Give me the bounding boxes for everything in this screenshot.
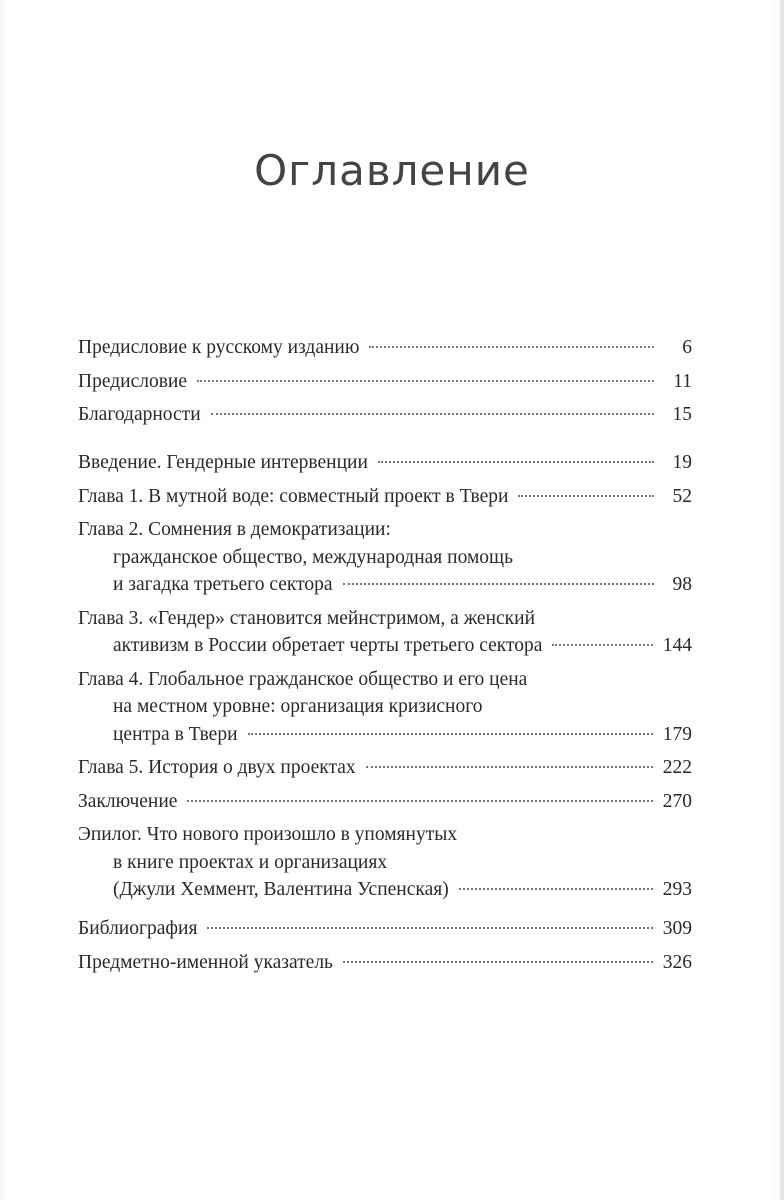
toc-entry [78, 666, 692, 749]
toc-entry-continuation [78, 721, 692, 749]
dot-leader [211, 413, 654, 415]
toc-page-number: 326 [662, 951, 692, 973]
toc-page-number: 179 [662, 723, 692, 745]
toc-entry [78, 368, 692, 396]
toc-entry-line [78, 915, 692, 943]
toc-page-number: 6 [682, 337, 692, 358]
toc-entry-text: Введение. Гендерные интервенции [78, 452, 368, 473]
dot-leader [366, 766, 653, 768]
toc-page-number: 52 [672, 485, 692, 507]
dot-leader [197, 380, 654, 382]
dot-leader [343, 583, 654, 585]
toc-entry-text: Предметно-именной указатель [78, 951, 333, 973]
toc-entry-continuation [78, 632, 692, 660]
toc-page-number: 144 [662, 635, 692, 656]
dot-leader [248, 733, 653, 735]
toc-entry [78, 821, 692, 904]
toc-entry-text: Глава 2. Сомнения в демократизации: [78, 519, 391, 540]
toc-page-number: 270 [662, 790, 692, 812]
toc-entry [78, 949, 692, 977]
toc-entry-line [78, 754, 692, 782]
toc-entry-line [78, 788, 692, 816]
toc-entry-text: на местном уровне: организация кризисного [113, 696, 483, 717]
toc-entry [78, 401, 692, 429]
toc-entry-line [78, 401, 692, 429]
toc-page-number: 15 [672, 404, 692, 425]
page-title: Оглавление [254, 146, 530, 196]
toc-entry-text: Благодарности [78, 404, 201, 425]
toc-page-number: 98 [672, 574, 692, 595]
toc-entry-text: (Джули Хеммент, Валентина Успенская) [113, 879, 449, 900]
toc-entry-continuation [78, 693, 692, 721]
toc-page-number: 11 [673, 370, 692, 392]
toc-entry-line [78, 368, 692, 396]
toc-entry-line [78, 605, 692, 633]
toc-entry-text: Предисловие [78, 370, 188, 392]
toc-entry-continuation [78, 544, 692, 572]
toc-entry-line [78, 483, 692, 511]
toc-entry [78, 788, 692, 816]
toc-entry-text: Предисловие к русскому изданию [78, 337, 360, 358]
toc-entry-continuation [78, 571, 692, 599]
toc-entry-text: Глава 3. «Гендер» становится мейнстримом, а женский [78, 607, 536, 629]
toc-page-number: 222 [662, 757, 692, 778]
dot-leader [552, 644, 652, 646]
dot-leader [343, 961, 653, 963]
toc-entry [78, 754, 692, 782]
toc-entry-line [78, 449, 692, 477]
toc-entry-line [78, 821, 692, 849]
toc-entry-text: активизм в России обретает черты третьего сектора [113, 635, 543, 656]
toc-entry-text: Эпилог. Что нового произошло в упомянутых [78, 824, 458, 845]
toc-back-matter [78, 915, 692, 982]
dot-leader [518, 495, 654, 497]
toc-entry-text: Библиография [78, 918, 198, 939]
dot-leader [369, 346, 654, 348]
toc-page-number: 293 [662, 879, 692, 900]
toc-entry-text: Глава 5. История о двух проектах [78, 757, 356, 778]
toc-entry-text: Глава 1. В мутной воде: совместный проект в Твери [78, 485, 509, 507]
toc-entry [78, 516, 692, 599]
dot-leader [378, 461, 654, 463]
toc-page-number: 309 [662, 918, 692, 939]
toc-entry-text: центра в Твери [113, 723, 238, 745]
toc-entry [78, 915, 692, 943]
toc-entry-line [78, 516, 692, 544]
toc-entry [78, 605, 692, 660]
toc-entry-line [78, 949, 692, 977]
toc-entry-continuation [78, 849, 692, 877]
toc-entry-text: в книге проектах и организациях [113, 851, 388, 873]
toc-front-matter [78, 334, 692, 435]
toc-entry [78, 449, 692, 477]
toc-chapters [78, 449, 692, 910]
toc-entry-text: Заключение [78, 790, 178, 812]
dot-leader [459, 888, 653, 890]
toc-entry [78, 334, 692, 362]
toc-entry-text: Глава 4. Глобальное гражданское общество и его цена [78, 668, 528, 690]
toc-entry [78, 483, 692, 511]
dot-leader [207, 927, 652, 929]
toc-entry-text: и загадка третьего сектора [113, 574, 333, 595]
toc-entry-line [78, 334, 692, 362]
toc-entry-text: гражданское общество, международная помощь [113, 546, 513, 568]
toc-page-number: 19 [672, 452, 692, 473]
dot-leader [187, 800, 652, 802]
toc-entry-continuation [78, 876, 692, 904]
toc-entry-line [78, 666, 692, 694]
